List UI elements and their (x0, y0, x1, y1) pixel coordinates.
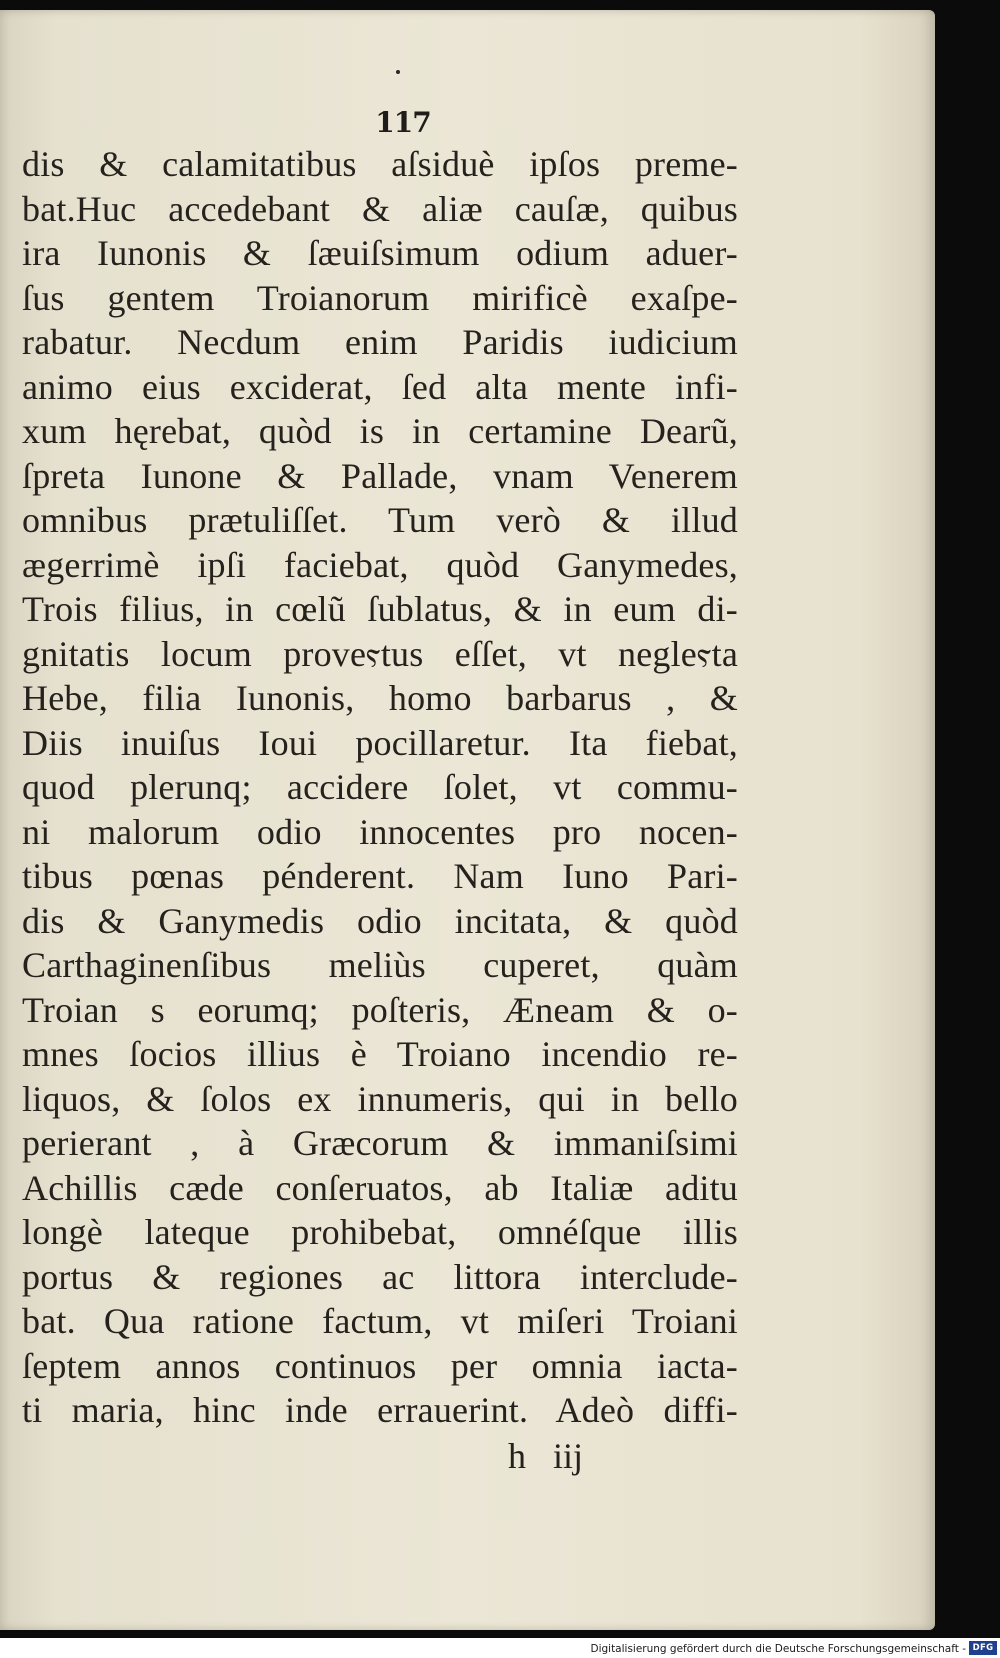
signature-mark: h iij (508, 1436, 584, 1476)
text-line: ſpreta Iunone & Pallade, vnam Venerem (22, 455, 738, 496)
text-line: animo eius exciderat, ſed alta mente infi- (22, 366, 738, 407)
text-line: ſus gentem Troianorum mirificè exaſpe- (22, 277, 738, 318)
text-line: tibus pœnas pénderent. Nam Iuno Pari- (22, 856, 738, 896)
text-line: Trois filius, in cœlũ ſublatus, & in eum di- (22, 589, 738, 629)
text-line: Diis inuiſus Ioui pocillaretur. Ita fiebat, (22, 722, 738, 763)
text-line: bat. Qua ratione factum, vt miſeri Troiani (22, 1301, 738, 1341)
text-line: gnitatis locum proveⲋtus eſſet, vt negleⲋta (22, 633, 738, 674)
text-line: liquos, & ſolos ex innumeris, qui in bello (22, 1078, 738, 1119)
footer-bar (0, 1638, 1000, 1658)
text-line: Achillis cæde conſeruatos, ab Italiæ aditu (22, 1167, 738, 1208)
text-line: omnibus prætuliſſet. Tum verò & illud (22, 500, 738, 540)
text-line: rabatur. Necdum enim Paridis iudicium (22, 322, 738, 362)
text-line: ti maria, hinc inde errauerint. Adeò diffi- (22, 1390, 738, 1430)
dfg-logo: DFG (969, 1641, 997, 1655)
text-line: ægerrimè ipſi faciebat, quòd Ganymedes, (22, 544, 738, 585)
text-line: ira Iunonis & ſæuiſsimum odium aduer- (22, 233, 738, 273)
book-page (0, 10, 935, 1630)
text-line: Carthaginenſibus meliùs cuperet, quàm (22, 945, 738, 985)
text-line: ni malorum odio innocentes pro nocen- (22, 811, 738, 852)
text-line: Troian s eorumq; poſteris, Æneam & o- (22, 989, 738, 1030)
text-line: ſeptem annos continuos per omnia iacta- (22, 1345, 738, 1386)
text-line: portus & regiones ac littora interclude- (22, 1256, 738, 1297)
digitization-credit: Digitalisierung gefördert durch die Deutsche Forschungsgemeinschaft - (590, 1643, 966, 1655)
text-line: dis & Ganymedis odio incitata, & quòd (22, 900, 738, 941)
text-line: Hebe, filia Iunonis, homo barbarus , & (22, 678, 738, 718)
text-line: bat.Huc accedebant & aliæ cauſæ, quibus (22, 188, 738, 229)
page-number: 117 (375, 106, 431, 139)
page-text (22, 142, 738, 1433)
text-line: mnes ſocios illius è Troiano incendio re- (22, 1034, 738, 1074)
text-line: perierant , à Græcorum & immaniſsimi (22, 1123, 738, 1163)
text-line: longè lateque prohibebat, omnéſque illis (22, 1212, 738, 1252)
text-line: quod plerunq; accidere ſolet, vt commu- (22, 767, 738, 807)
text-line: dis & calamitatibus aſsiduè ipſos preme- (22, 144, 738, 184)
ink-dot (396, 70, 400, 74)
text-line: xum hęrebat, quòd is in certamine Dearũ, (22, 411, 738, 451)
